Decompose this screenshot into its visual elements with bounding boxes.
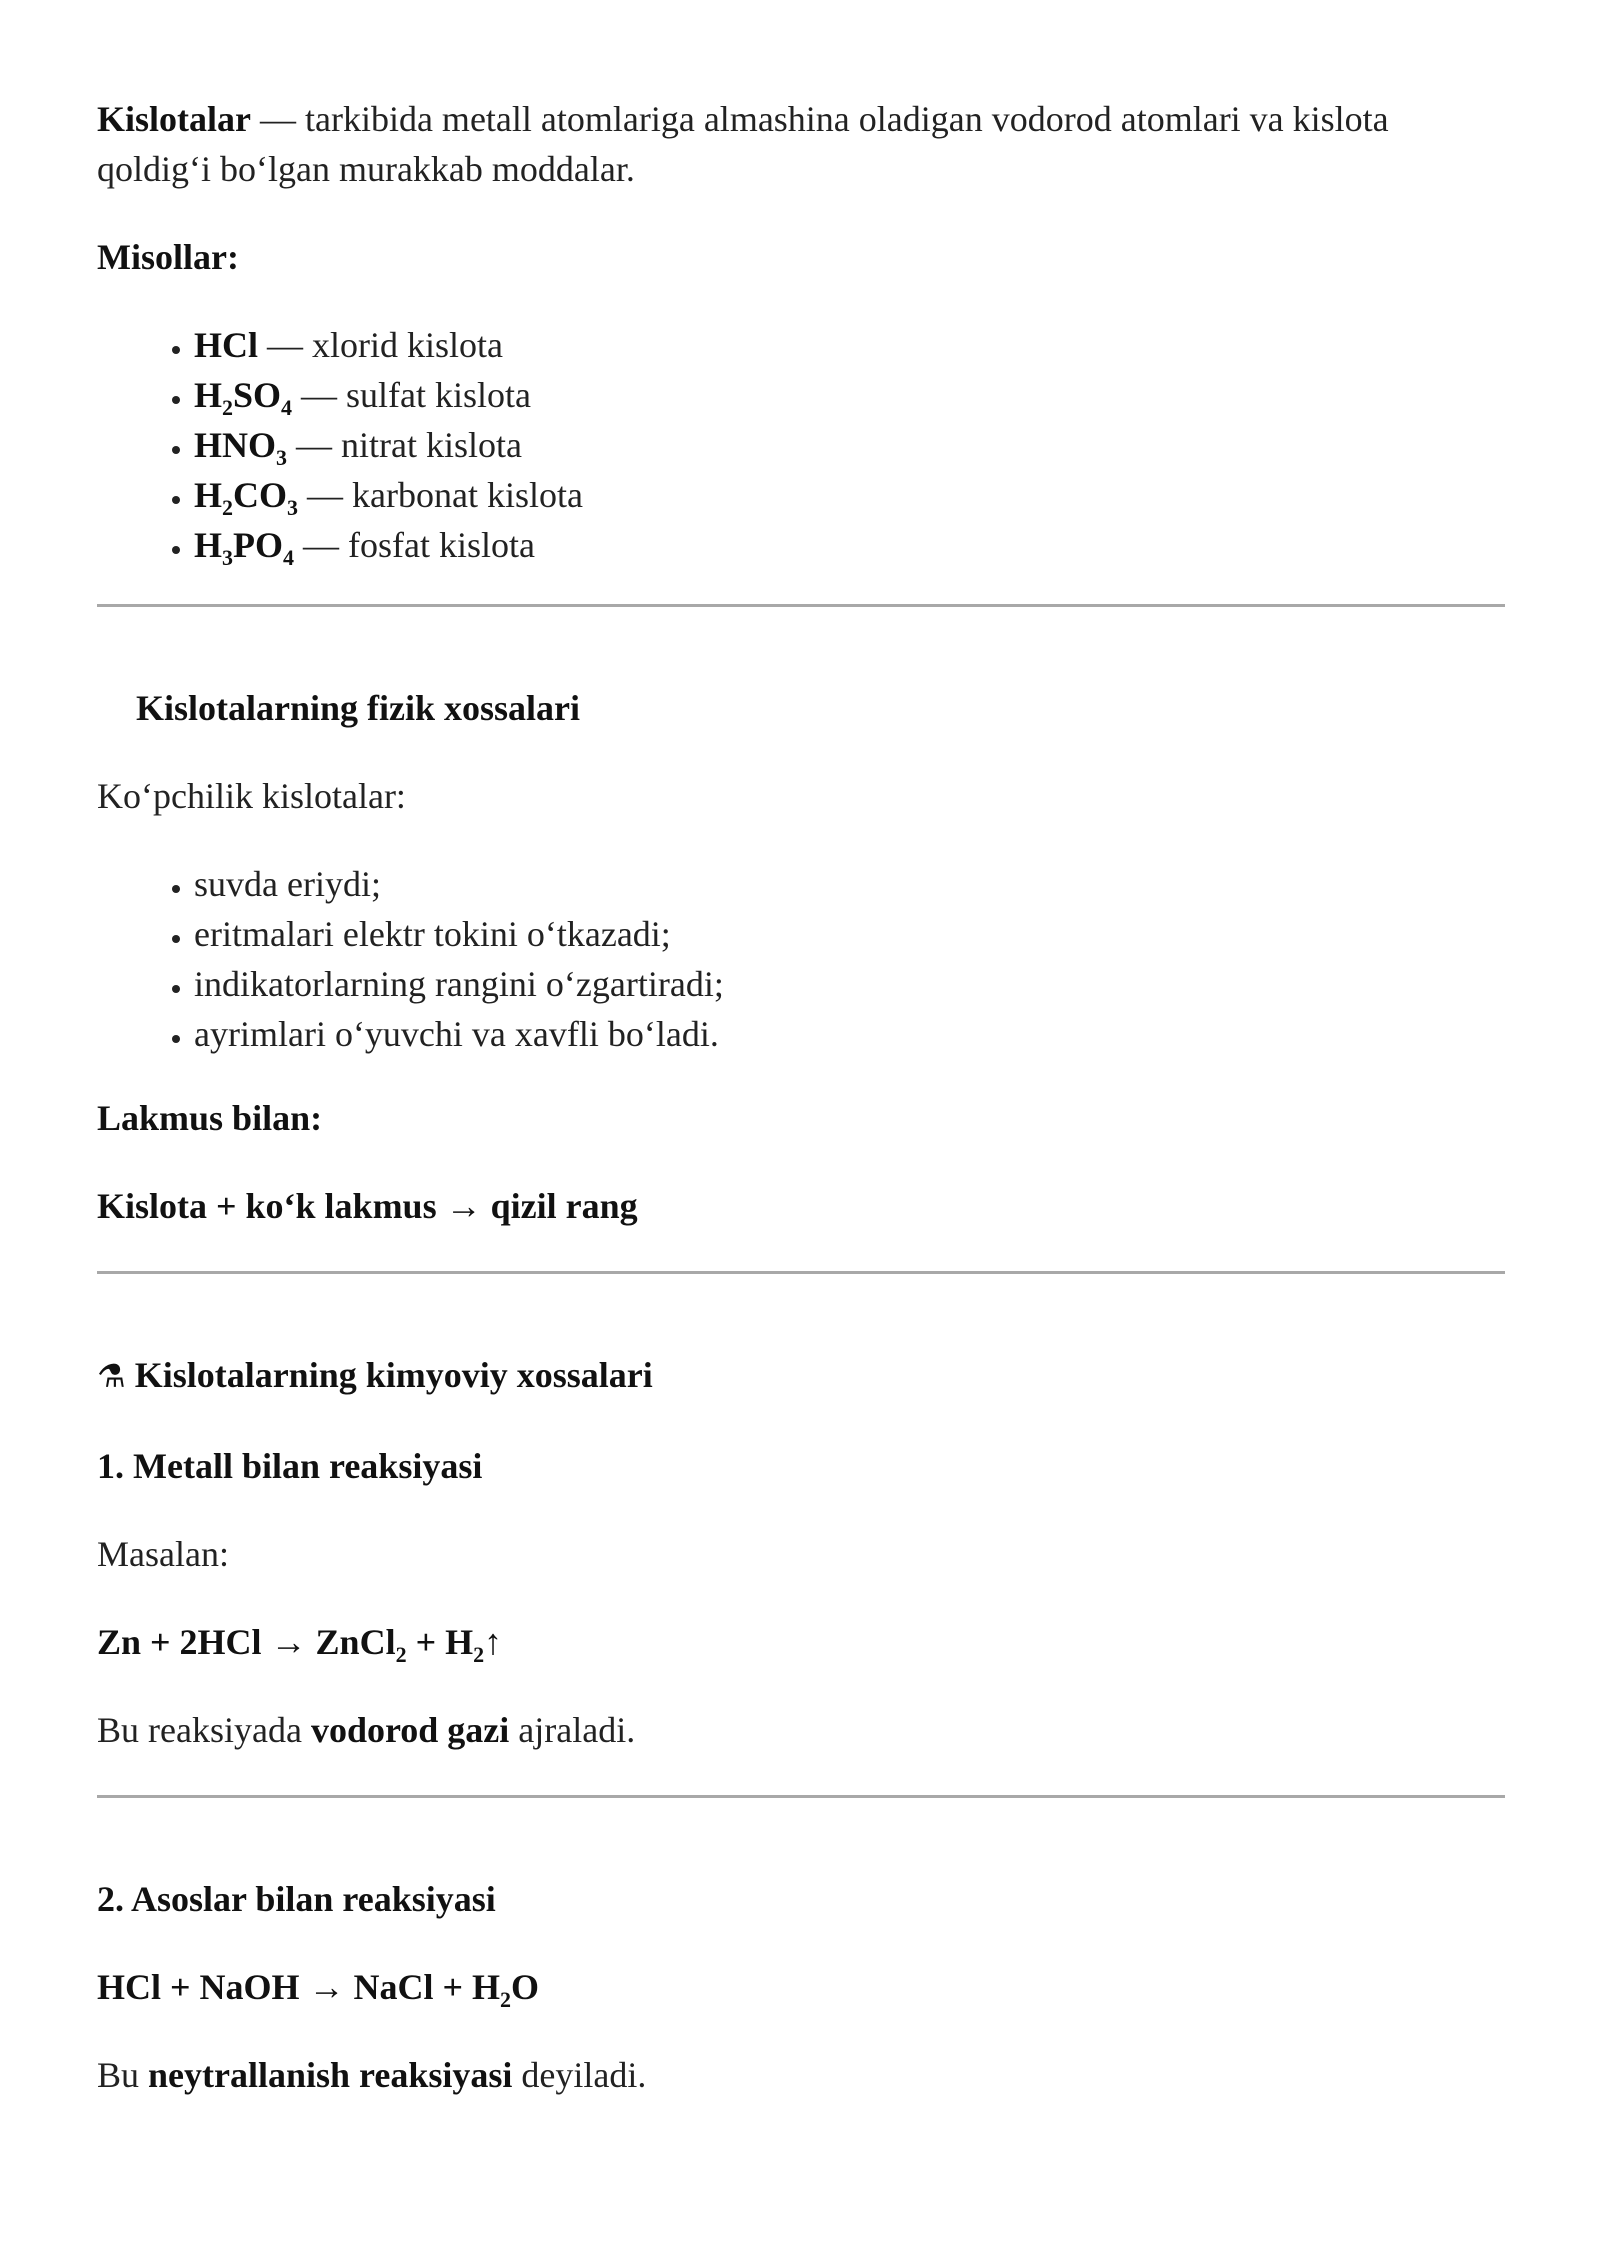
physical-list <box>97 859 1505 1059</box>
formula-hcl: HCl <box>194 325 259 365</box>
list-item: • indikatorlarning rangini o‘zgartiradi; <box>194 959 1505 1009</box>
list-item: • ayrimlari o‘yuvchi va xavfli bo‘ladi. <box>194 1009 1505 1059</box>
divider <box>97 1271 1505 1274</box>
intro-definition: — tarkibida metall atomlariga almashina oladigan vodorod atomlari va kislota qoldig‘i bo‘lgan murakkab moddalar. <box>97 99 1389 189</box>
flask-icon: ⚗ <box>97 1357 126 1395</box>
example-name: — karbonat kislota <box>307 475 583 515</box>
base-equation: HCl + NaOH → NaCl + $H_2O$ <box>97 1967 540 2012</box>
base-note-start: Bu <box>97 2055 140 2095</box>
intro-paragraph <box>97 94 1505 194</box>
metal-equation: Zn + 2HCl → ZnCl$_2$ + $H_2↑$ <box>97 1622 503 1667</box>
list-item: • suvda eriydi; <box>194 859 1505 909</box>
formula-hno3: $HNO_3$ <box>194 425 288 470</box>
example-name: — nitrat kislota <box>296 425 522 465</box>
metal-note-end: ajraladi. <box>518 1710 636 1750</box>
example-item <box>194 320 1505 370</box>
document-page <box>97 94 1505 2100</box>
chemical-heading-text: Kislotalarning kimyoviy xossalari <box>134 1355 653 1395</box>
example-item <box>194 520 1505 570</box>
metal-reaction-heading: 1. Metall bilan reaksiyasi <box>97 1446 483 1486</box>
example-name: — sulfat kislota <box>301 375 532 415</box>
base-reaction-heading: 2. Asoslar bilan reaksiyasi <box>97 1879 496 1919</box>
example-item <box>194 470 1505 520</box>
examples-list <box>97 320 1505 570</box>
intro-term: Kislotalar <box>97 99 251 139</box>
base-note-end: deyiladi. <box>521 2055 647 2095</box>
example-item <box>194 370 1505 420</box>
base-note <box>97 2050 1505 2100</box>
litmus-heading: Lakmus bilan: <box>97 1098 323 1138</box>
example-item <box>194 420 1505 470</box>
litmus-rule: Kislota + ko‘k lakmus → qizil rang <box>97 1186 638 1226</box>
metal-example-label: Masalan: <box>97 1534 229 1574</box>
example-name: — xlorid kislota <box>267 325 504 365</box>
divider <box>97 604 1505 607</box>
base-note-bold: neytrallanish reaksiyasi <box>148 2055 513 2095</box>
metal-note <box>97 1705 1505 1755</box>
metal-note-bold: vodorod gazi <box>310 1710 510 1750</box>
physical-heading: Kislotalarning fizik xossalari <box>136 688 581 728</box>
list-item: • eritmalari elektr tokini o‘tkazadi; <box>194 909 1505 959</box>
metal-note-start: Bu reaksiyada <box>97 1710 302 1750</box>
chemical-heading <box>97 1350 1505 1401</box>
example-name: — fosfat kislota <box>303 525 535 565</box>
physical-lead: Ko‘pchilik kislotalar: <box>97 776 406 816</box>
divider <box>97 1795 1505 1798</box>
formula-h2co3: $H_2CO_3$ <box>194 475 299 520</box>
examples-heading: Misollar: <box>97 237 239 277</box>
formula-h2so4: $H_2SO_4$ <box>194 375 293 420</box>
formula-h3po4: $H_3PO_4$ <box>194 525 295 570</box>
